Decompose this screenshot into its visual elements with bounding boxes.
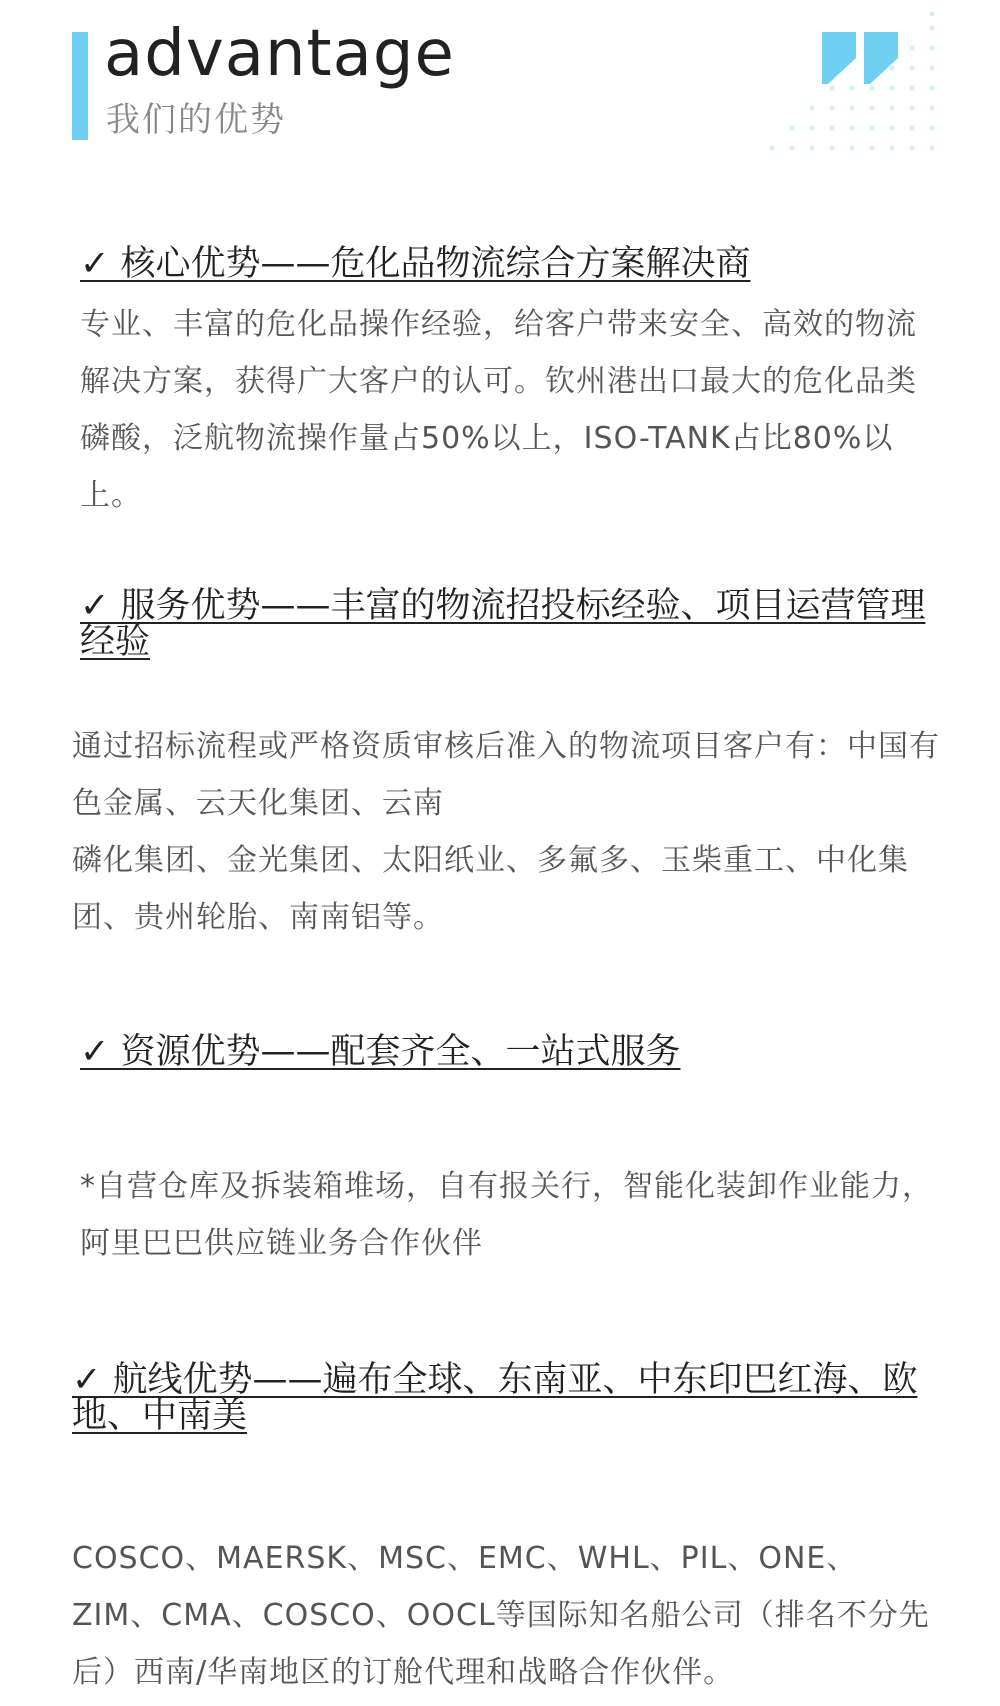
section-body-route: COSCO、MAERSK、MSC、EMC、WHL、PIL、ONE、ZIM、CMA、COSCO、OOCL等国际知名船公司（排名不分先后）西南/华南地区的订舱代理和战略合作伙伴。 xyxy=(72,1541,930,1690)
section-body-resource: *自营仓库及拆装箱堆场，自有报关行，智能化装卸作业能力，阿里巴巴供应链业务合作伙伴 xyxy=(80,1169,933,1261)
section-body-core: 专业、丰富的危化品操作经验，给客户带来安全、高效的物流解决方案，获得广大客户的认可。钦州港出口最大的危化品类磷酸，泛航物流操作量占50%以上，ISO-TANK占比80%以上。 xyxy=(80,307,917,513)
section-title-service: ✓ 服务优势——丰富的物流招投标经验、项目运营管理经验 xyxy=(80,586,926,662)
section-title-resource: ✓ 资源优势——配套齐全、一站式服务 xyxy=(80,1032,681,1072)
section-title-core: ✓ 核心优势——危化品物流综合方案解决商 xyxy=(80,244,751,284)
section-title-route: ✓ 航线优势——遍布全球、东南亚、中东印巴红海、欧地、中南美 xyxy=(72,1360,918,1436)
page-subtitle: 我们的优势 xyxy=(106,100,286,140)
page-title: advantage xyxy=(104,17,455,91)
section-body-service: 通过招标流程或严格资质审核后准入的物流项目客户有：中国有色金属、云天化集团、云南 磷化集团、金光集团、太阳纸业、多氟多、玉柴重工、中化集团、贵州轮胎、南南铝等。 xyxy=(72,729,940,935)
quote-mark-icon xyxy=(760,10,940,160)
header-accent-bar xyxy=(72,32,88,140)
